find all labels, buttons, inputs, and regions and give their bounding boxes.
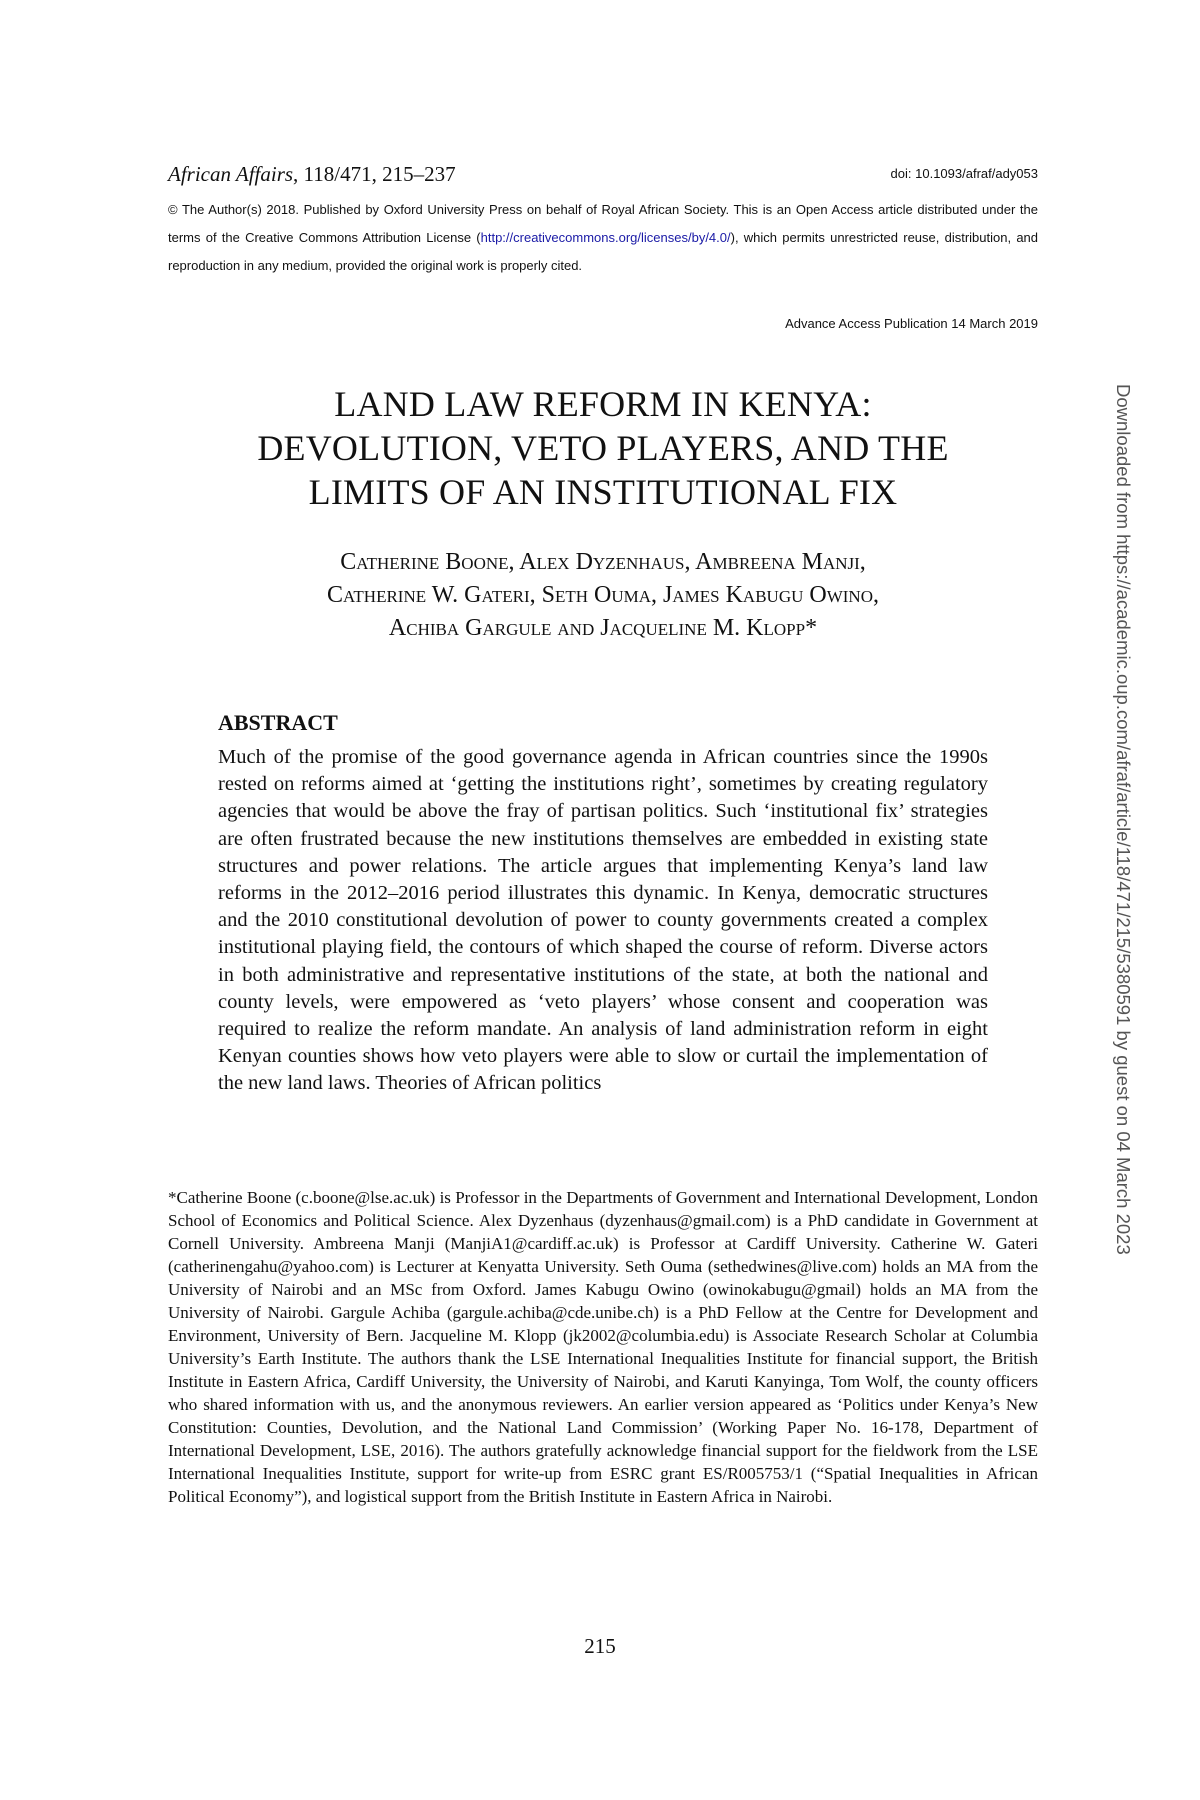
journal-citation — [168, 162, 456, 187]
abstract-heading: ABSTRACT — [218, 710, 338, 735]
volume-pages: , 118/471, 215–237 — [293, 162, 456, 186]
title-line-1: LAND LAW REFORM IN KENYA: — [334, 384, 872, 424]
authors-line-3: Achiba Gargule and Jacqueline M. Klopp* — [388, 615, 818, 641]
license-notice — [168, 196, 1038, 280]
abstract-body: Much of the promise of the good governance agenda in African countries since the 1990s rested on reforms aimed at ‘getting the institutions right’, sometimes by creating regulatory agencies that would be above the fray of partisan politics. Such ‘institutional fix’ strategies are often frustrated because the new institutions themselves are embedded in existing state structures and power relations. The article argues that implementing Kenya’s land law reforms in the 2012–2016 period illustrates this dynamic. In Kenya, democratic structures and the 2010 constitutional devolution of power to county governments created a complex institutional playing field, the contours of which shaped the course of reform. Diverse actors in both administrative and representative institutions of the state, at both the national and county levels, were empowered as ‘veto players’ whose consent and cooperation was required to realize the reform mandate. An analysis of land administration reform in eight Kenyan counties shows how veto players were able to slow or curtail the implementation of the new land laws. Theories of African politics — [218, 746, 988, 1095]
license-link[interactable]: http://creativecommons.org/licenses/by/4.0/ — [480, 230, 731, 245]
title-line-2: DEVOLUTION, VETO PLAYERS, AND THE — [257, 428, 949, 468]
advance-access-date: Advance Access Publication 14 March 2019 — [785, 316, 1038, 331]
journal-name: African Affairs — [168, 162, 294, 186]
download-watermark: Downloaded from https://academic.oup.com/afraf/article/118/471/215/5380591 by guest on 04 March 2023 — [1113, 384, 1134, 1255]
license-text-end: ), which permits unrestricted reuse, distribution, and reproduction in any medium, provided the original work is properly cited. — [168, 230, 1039, 273]
authors-line-1: Catherine Boone, Alex Dyzenhaus, Ambreena Manji, — [340, 549, 866, 575]
authors-line-2: Catherine W. Gateri, Seth Ouma, James Kabugu Owino, — [327, 582, 879, 608]
doi[interactable]: doi: 10.1093/afraf/ady053 — [890, 166, 1038, 181]
license-text-start: © The Author(s) 2018. Published by Oxford University Press on behalf of Royal African Society. This is an Open Access article distributed under the terms of the Creative Commons Attribution License ( — [168, 202, 1038, 245]
page-number: 215 — [584, 1634, 616, 1658]
author-list — [150, 546, 1056, 645]
title-line-3: LIMITS OF AN INSTITUTIONAL FIX — [308, 472, 898, 512]
running-header — [168, 162, 1038, 190]
article-title — [150, 382, 1056, 514]
author-footnote: *Catherine Boone (c.boone@lse.ac.uk) is Professor in the Departments of Government and International Development, London School of Economics and Political Science. Alex Dyzenhaus (dyzenhaus@gmail.com) is a PhD candidate in Government at Cornell University. Ambreena Manji (ManjiA1@cardiff.ac.uk) is Professor at Cardiff University. Catherine W. Gateri (catherinengahu@yahoo.com) is Lecturer at Kenyatta University. Seth Ouma (sethedwines@live.com) holds an MA from the University of Nairobi and an MSc from Oxford. James Kabugu Owino (owinokabugu@gmail) holds an MA from the University of Nairobi. Gargule Achiba (gargule.achiba@cde.unibe.ch) is a PhD Fellow at the Centre for Development and Environment, University of Bern. Jacqueline M. Klopp (jk2002@columbia.edu) is Associate Research Scholar at Columbia University’s Earth Institute. The authors thank the LSE International Inequalities Institute for financial support, the British Institute in Eastern Africa, Cardiff University, the University of Nairobi, and Karuti Kanyinga, Tom Wolf, the county officers who shared information with us, and the anonymous reviewers. An earlier version appeared as ‘Politics under Kenya’s New Constitution: Counties, Devolution, and the National Land Commission’ (Working Paper No. 16-178, Department of International Development, LSE, 2016). The authors gratefully acknowledge financial support for the fieldwork from the LSE International Inequalities Institute, support for write-up from ESRC grant ES/R005753/1 (“Spatial Inequalities in African Political Economy”), and logistical support from the British Institute in Eastern Africa in Nairobi. — [168, 1188, 1038, 1506]
